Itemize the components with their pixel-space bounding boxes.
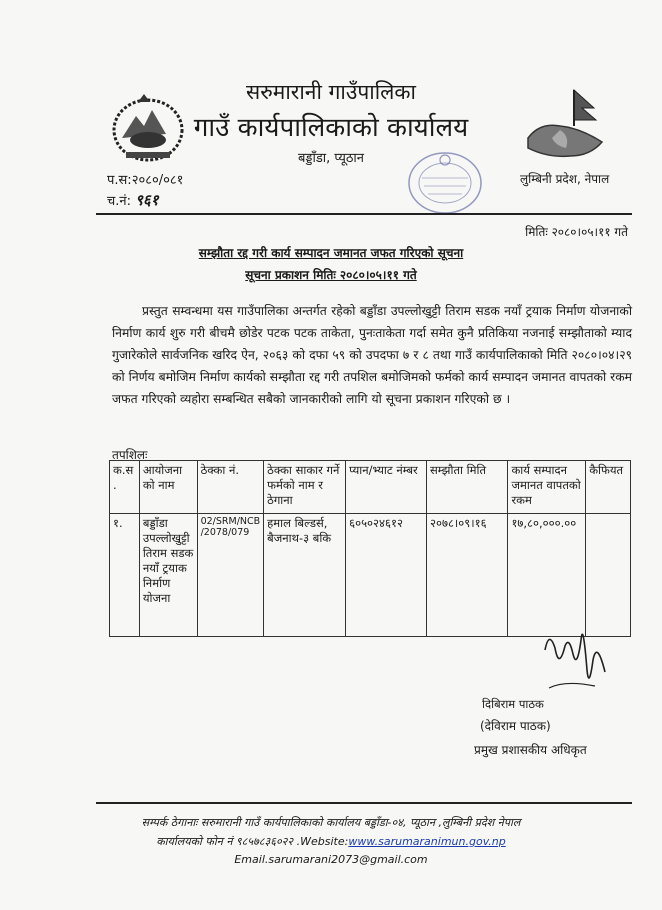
reference-label: प.स:: [107, 173, 132, 188]
table-cell: १.: [110, 514, 140, 637]
office-address: बड्डाँडा, प्यूठान: [297, 151, 364, 166]
website-link[interactable]: www.sarumaranimun.gov.np: [348, 835, 506, 848]
municipality-name: सरुमारानी गाउँपालिका: [246, 80, 416, 104]
issue-date: मितिः २०८०।०५।११ गते: [525, 225, 628, 239]
header-cell: कार्य सम्पादन जमानत वापतको रकम: [508, 461, 586, 514]
header-cell: सम्झौता मिति: [427, 461, 508, 514]
table-cell: २०७८।०९।१६: [427, 514, 508, 637]
header-cell: क.स .: [110, 461, 140, 514]
dispatch-label: च.नं:: [107, 194, 131, 209]
table-cell: हमाल बिल्डर्स, बैजनाथ-३ बकि: [264, 514, 346, 637]
reference-value: २०८०/०८१: [131, 173, 184, 188]
province-text: लुम्बिनी प्रदेश, नेपाल: [520, 172, 610, 186]
header-cell: ठेक्का साकार गर्ने फर्मको नाम र ठेगाना: [264, 461, 346, 514]
footer-contact: सम्पर्क ठेगानाः सरुमारानी गाउँ कार्यपालिकाको कार्यालय बड्डाँडा-०४, प्यूठान ,लुम्बिनी प्रदेश नेपाल: [141, 816, 521, 829]
table-cell: 02/SRM/NCB /2078/079: [197, 514, 264, 637]
header-cell: आयोजना को नाम: [139, 461, 197, 514]
table-cell: १७,८०,०००.००: [508, 514, 586, 637]
header-cell: ठेक्का नं.: [197, 461, 264, 514]
reference-number: [107, 170, 183, 188]
publish-date-line: सूचना प्रकाशन मितिः २०८०।०५।११ गते: [245, 268, 417, 282]
dispatch-value: ९६१: [135, 191, 159, 209]
notice-title: सम्झौता रद्द गरी कार्य सम्पादन जमानत जफत गरिएको सूचना: [198, 246, 464, 260]
header-cell: कैफियत: [586, 461, 631, 514]
dispatch-number: [107, 190, 159, 210]
footer-email[interactable]: Email.sarumarani2073@gmail.com: [234, 853, 428, 866]
table-header-row: [110, 461, 631, 514]
table-cell: बड्डाँडा उपल्लोखुट्टी तिराम सडक नयाँ ट्रयाक निर्माण योजना: [139, 514, 197, 637]
notice-body: प्रस्तुत सम्वन्धमा यस गाउँपालिका अन्तर्गत रहेको बड्डाँडा उपल्लोखुट्टी तिराम सडक नयाँ ट्रयाक निर्माण योजनाको निर्माण कार्य शुरु गरी बीचमै छोडेर पटक पटक ताकेता, पुनःताकेता गर्दा समेत कुनै प्रतिकिया नजनाई सम्झौताको म्याद गुजारेकोले सार्वजनिक खरिद ऐन, २०६३ को दफा ५९ को उपदफा ७ र ८ तथा गाउँ कार्यपालिकाको मिति २०८०।०४।२९ को निर्णय बमोजिम निर्माण कार्यको सम्झौता रद्द गरी तपशिल बमोजिमको फर्मको कार्य सम्पादन जमानत वापतको रकम जफत गरिएको व्यहोरा सम्बन्धित सबैको जानकारीको लागि यो सूचना प्रकाशन गरिएको छ ।: [112, 304, 632, 406]
signatory-name: (देविराम पाठक): [480, 719, 551, 733]
footer-divider: [96, 802, 632, 804]
details-label: तपशिलः: [112, 448, 148, 462]
header-divider: [96, 213, 632, 215]
office-name: गाउँ कार्यपालिकाको कार्यालय: [193, 113, 469, 143]
signature-stamp-text: दिबिराम पाठक: [482, 697, 544, 711]
footer-phone-website: [0, 834, 662, 849]
signature-image: [535, 610, 615, 700]
footer-phone: कार्यालयको फोन नं ९८५७८३६०२२ .Website:: [156, 835, 349, 848]
signatory-designation: प्रमुख प्रशासकीय अधिकृत: [474, 743, 587, 757]
table-cell: ६०५०२४६१२: [346, 514, 427, 637]
header-cell: प्यान/भ्याट नंम्बर: [346, 461, 427, 514]
